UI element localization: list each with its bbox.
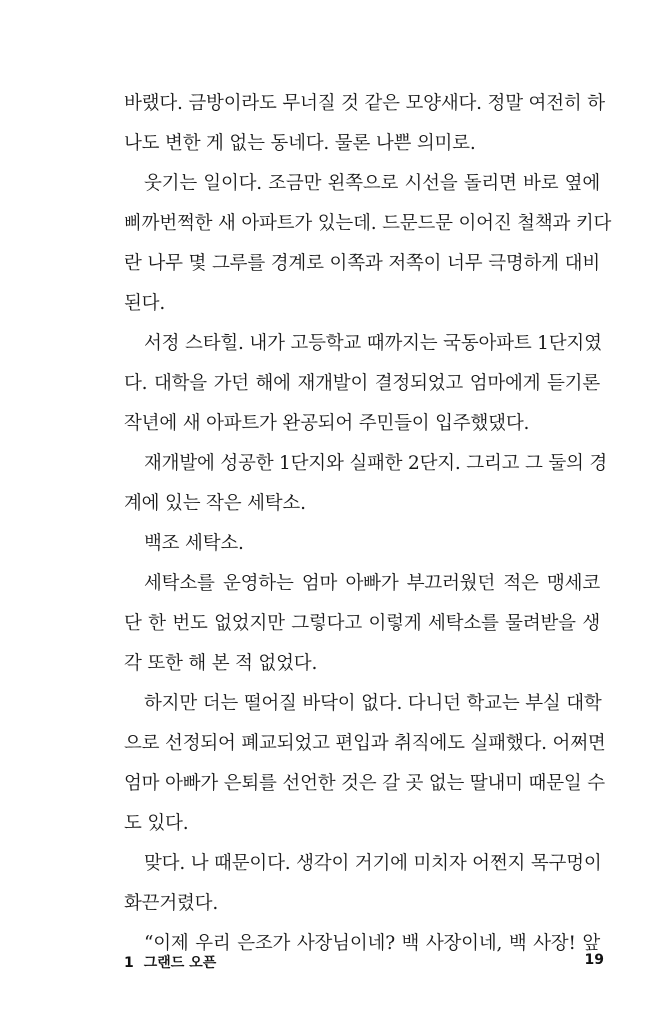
chapter-number: 1 <box>124 955 134 971</box>
text-line: 다. 대학을 가던 해에 재개발이 결정되었고 엄마에게 듣기론 <box>124 373 600 394</box>
text-line: 웃기는 일이다. 조금만 왼쪽으로 시선을 돌리면 바로 옆에 <box>144 173 600 194</box>
text-line: 된다. <box>124 293 166 314</box>
page-number: 19 <box>584 952 604 968</box>
text-line: 각 또한 해 본 적 없었다. <box>124 653 318 674</box>
text-line: 계에 있는 작은 세탁소. <box>124 493 306 514</box>
text-line: 작년에 새 아파트가 완공되어 주민들이 입주했댔다. <box>124 413 530 434</box>
running-footer-chapter <box>124 952 216 972</box>
text-line: 엄마 아빠가 은퇴를 선언한 것은 갈 곳 없는 딸내미 때문일 수 <box>124 773 605 794</box>
text-line: 나도 변한 게 없는 동네다. 물론 나쁜 의미로. <box>124 133 476 154</box>
text-line: 화끈거렸다. <box>124 893 219 914</box>
text-line: 재개발에 성공한 1단지와 실패한 2단지. 그리고 그 둘의 경 <box>144 453 608 474</box>
text-line: 단 한 번도 없었지만 그렇다고 이렇게 세탁소를 물려받을 생 <box>124 613 600 634</box>
text-line: 란 나무 몇 그루를 경계로 이쪽과 저쪽이 너무 극명하게 대비 <box>124 253 600 274</box>
text-line: 세탁소를 운영하는 엄마 아빠가 부끄러웠던 적은 맹세코 <box>144 573 600 594</box>
text-line: 도 있다. <box>124 813 189 834</box>
text-line: 으로 선정되어 폐교되었고 편입과 취직에도 실패했다. 어쩌면 <box>124 733 606 754</box>
chapter-title: 그랜드 오픈 <box>143 955 217 971</box>
text-line: 맞다. 나 때문이다. 생각이 거기에 미치자 어쩐지 목구멍이 <box>144 853 602 874</box>
text-line: “이제 우리 은조가 사장님이네? 백 사장이네, 백 사장! 앞 <box>144 933 600 954</box>
text-line: 하지만 더는 떨어질 바닥이 없다. 다니던 학교는 부실 대학 <box>144 693 602 714</box>
text-line: 백조 세탁소. <box>144 533 244 554</box>
text-line: 서정 스타힐. 내가 고등학교 때까지는 국동아파트 1단지였 <box>144 333 602 354</box>
text-line: 삐까번쩍한 새 아파트가 있는데. 드문드문 이어진 철책과 키다 <box>124 213 612 234</box>
text-line: 바랬다. 금방이라도 무너질 것 같은 모양새다. 정말 여전히 하 <box>124 93 605 114</box>
body-text <box>124 84 612 964</box>
page-footer <box>124 952 604 976</box>
